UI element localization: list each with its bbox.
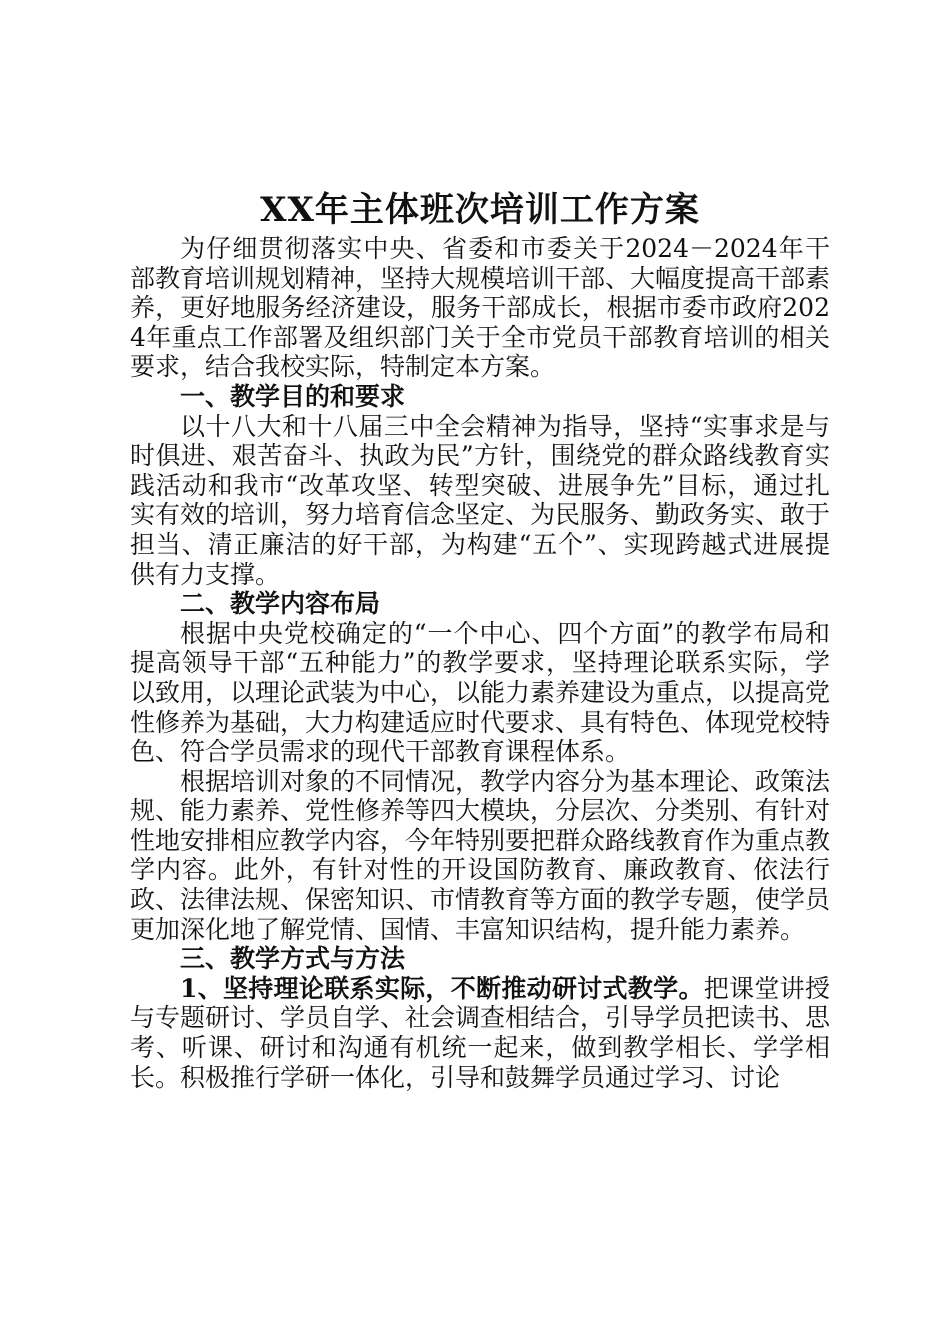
section-1-body: 以十八大和十八届三中全会精神为指导，坚持“实事求是与时俱进、艰苦奋斗、执政为民”方针，围绕党的群众路线教育实践活动和我市“改革攻坚、转型突破、进展争先”目标，通过扎实有效的培训，努力培育信念坚定、为民服务、勤政务实、敢于担当、清正廉洁的好干部，为构建“五个”、实现跨越式进展提供有力支撑。 — [130, 411, 831, 589]
section-3-heading: 三、教学方式与方法 — [180, 944, 406, 974]
intro-paragraph: 为仔细贯彻落实中央、省委和市委关于2024－2024年干部教育培训规划精神，坚持大规模培训干部、大幅度提高干部素养，更好地服务经济建设，服务干部成长，根据市委市政府2024年重点工作部署及组织部门关于全市党员干部教育培训的相关要求，结合我校实际，特制定本方案。 — [130, 234, 831, 382]
section-2-body-1: 根据中央党校确定的“一个中心、四个方面”的教学布局和提高领导干部“五种能力”的教学要求，坚持理论联系实际，学以致用，以理论武装为中心，以能力素养建设为重点，以提高党性修养为基础，大力构建适应时代要求、具有特色、体现党校特色、符合学员需求的现代干部教育课程体系。 — [130, 618, 831, 767]
document-page — [130, 186, 830, 1092]
section-3-item-1 — [130, 974, 830, 1092]
section-2-heading: 二、教学内容布局 — [180, 589, 381, 619]
document-title: XX年主体班次培训工作方案 — [260, 190, 700, 230]
section-3-item-1-lead: 1、坚持理论联系实际，不断推动研讨式教学。 — [180, 973, 704, 1003]
section-2-body-2: 根据培训对象的不同情况，教学内容分为基本理论、政策法规、能力素养、党性修养等四大模块，分层次、分类别、有针对性地安排相应教学内容，今年特别要把群众路线教育作为重点教学内容。此外，有针对性的开设国防教育、廉政教育、依法行政、法律法规、保密知识、市情教育等方面的教学专题，使学员更加深化地了解党情、国情、丰富知识结构，提升能力素养。 — [130, 766, 831, 944]
section-3-item-1-body: 把课堂讲授与专题研讨、学员自学、社会调查相结合，引导学员把读书、思考、听课、研讨和沟通有机统一起来，做到教学相长、学学相长。积极推行学研一体化，引导和鼓舞学员通过学习、讨论 — [130, 973, 831, 1092]
section-1-heading: 一、教学目的和要求 — [180, 381, 406, 411]
